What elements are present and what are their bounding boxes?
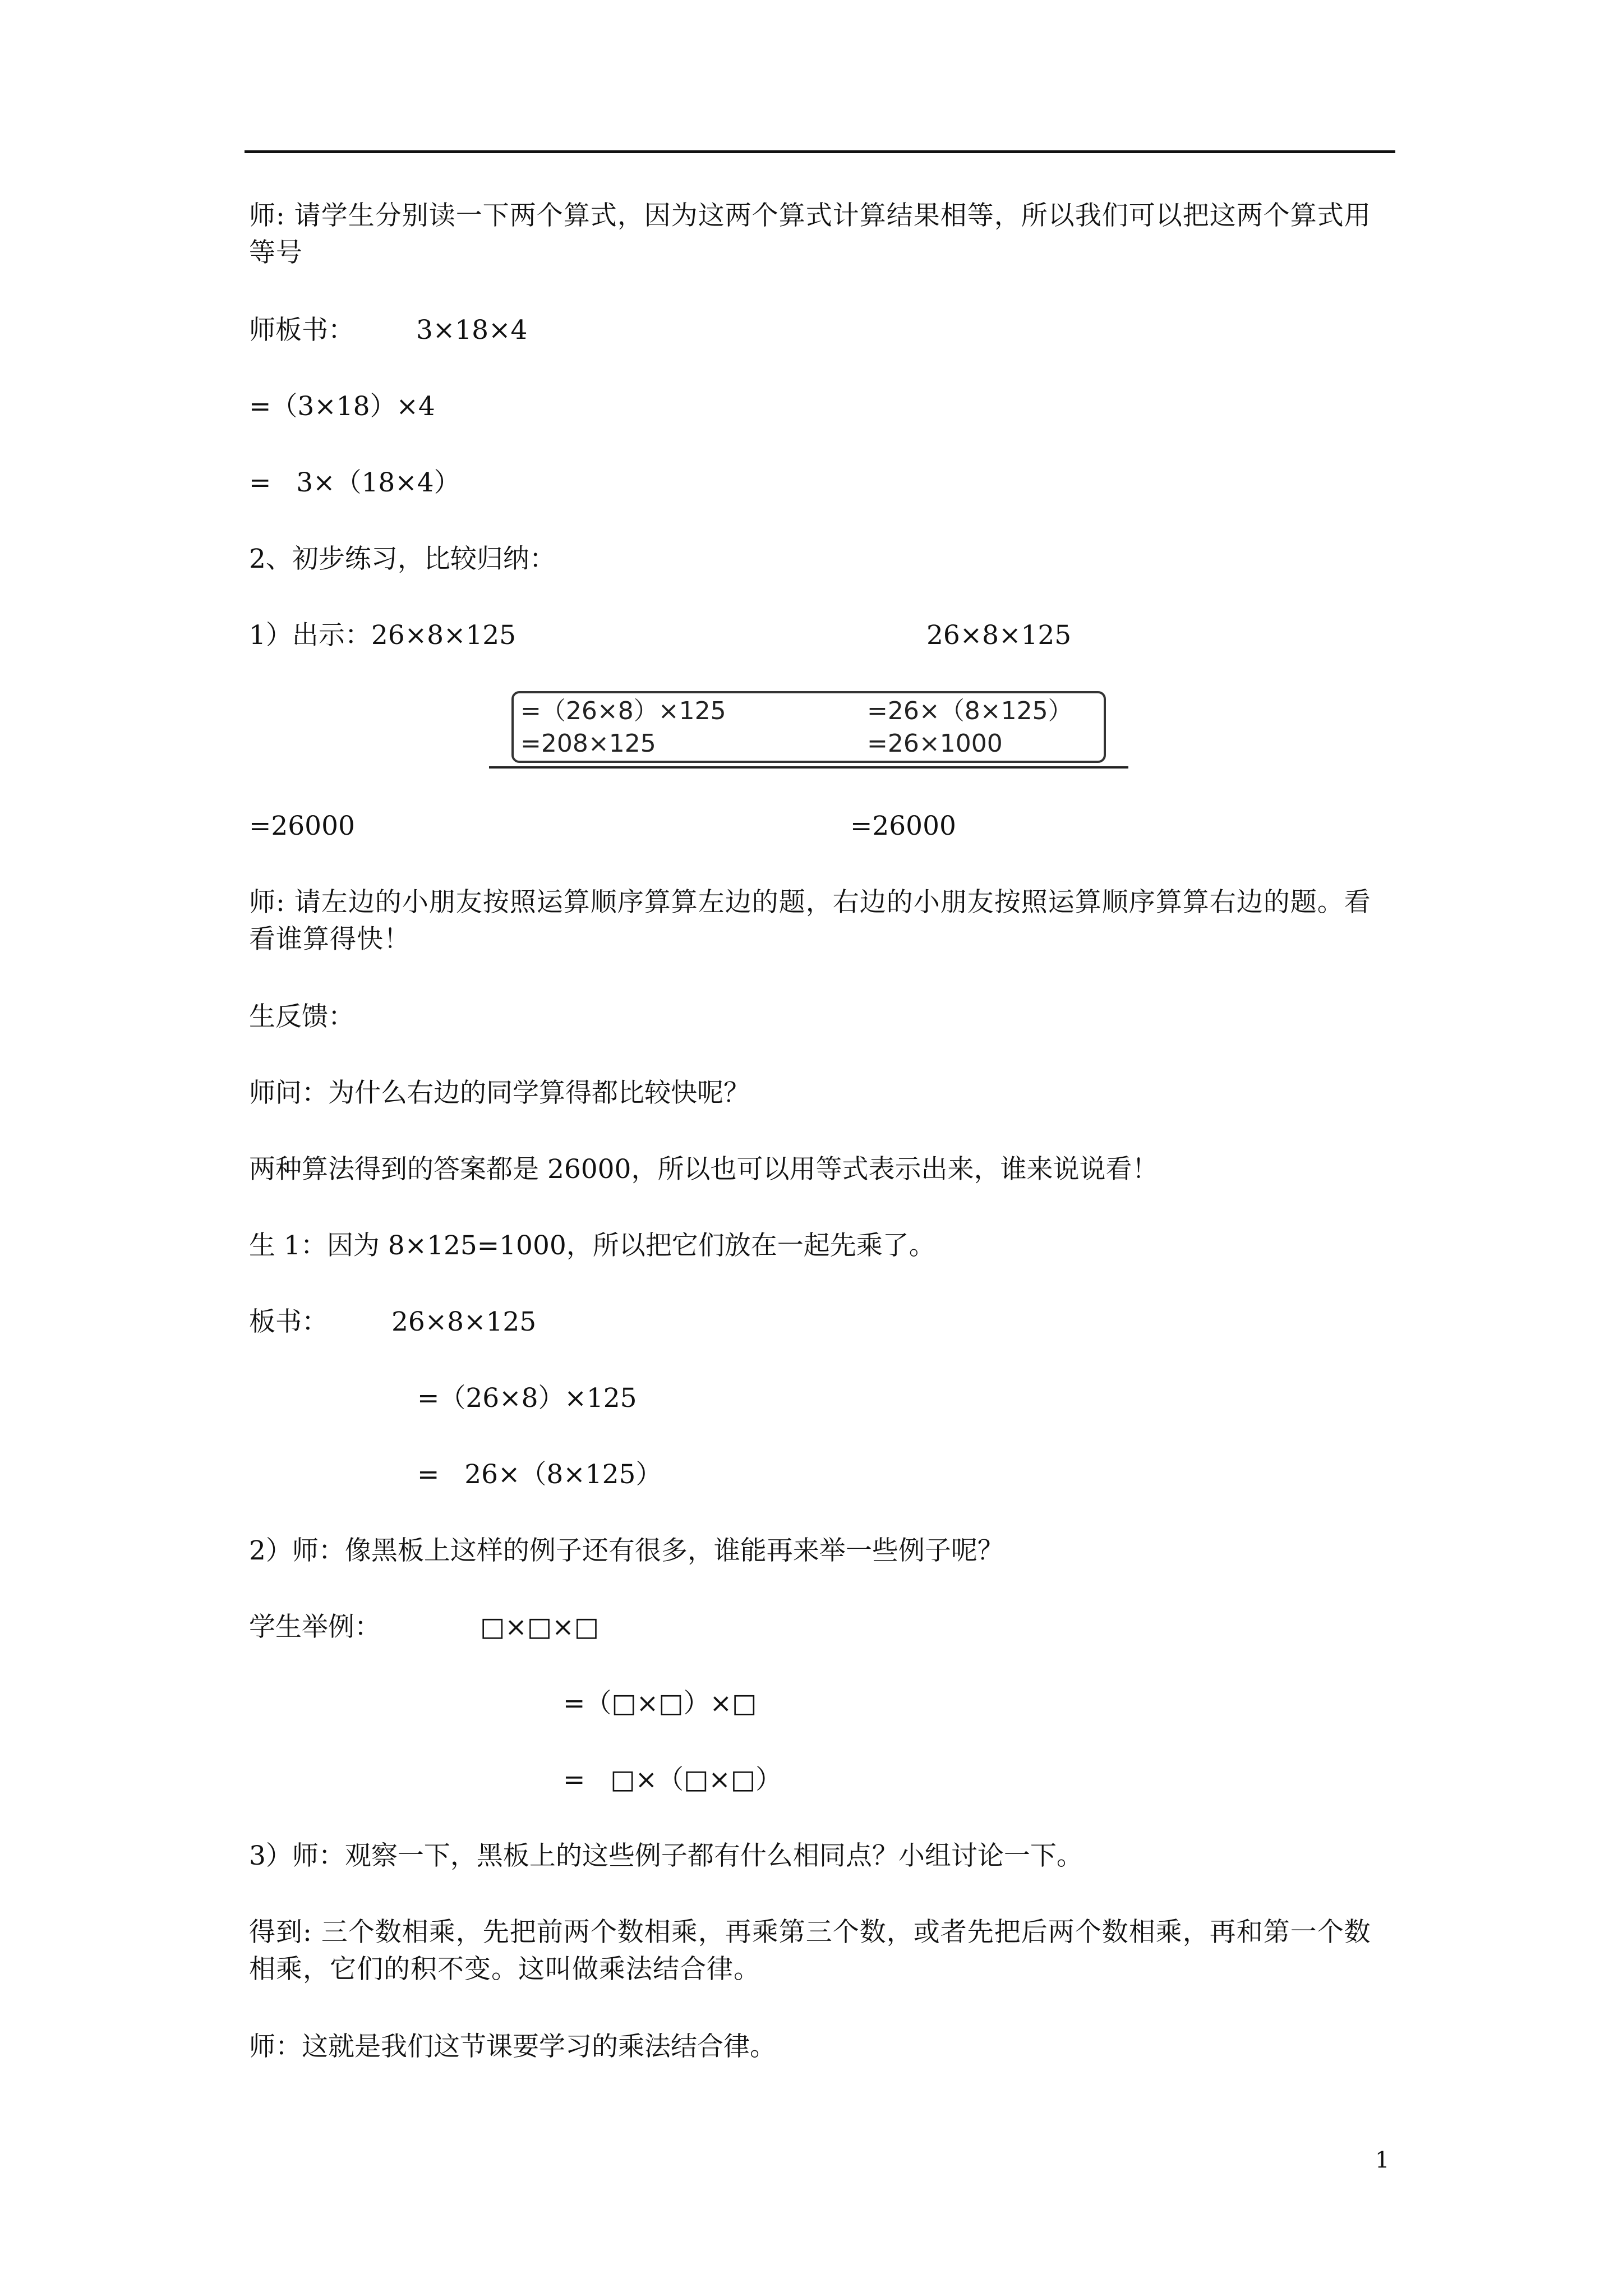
question-2: 2）师：像黑板上这样的例子还有很多，谁能再来举一些例子呢？ (249, 1535, 1004, 1566)
board-step-1: =（26×8）×125 (417, 1383, 637, 1414)
example-expression: □×□×□ (480, 1612, 599, 1642)
board-label: 板书： (249, 1306, 328, 1337)
result-left: =26000 (249, 811, 355, 841)
conclusion-paragraph: 得到: 三个数相乘，先把前两个数相乘，再乘第三个数，或者先把后两个数相乘，再和第一个数相乘，它们的积不变。这叫做乘法结合律。 (249, 1917, 1371, 1985)
exercise-right-expression: 26×8×125 (926, 620, 1072, 651)
section-heading: 2、初步练习，比较归纳： (249, 544, 556, 574)
figure-left-row-1: =（26×8）×125 (520, 697, 726, 725)
board-expression: 26×8×125 (391, 1306, 537, 1337)
question-3: 3）师：观察一下，黑板上的这些例子都有什么相同点？小组讨论一下。 (249, 1841, 1083, 1871)
closing-statement: 师：这就是我们这节课要学习的乘法结合律。 (249, 2031, 776, 2062)
example-step-2: = □×（□×□） (563, 1764, 782, 1795)
calculation-figure (489, 691, 1128, 767)
exercise-prompt: 1）出示：26×8×125 (249, 620, 517, 651)
teacher-instruction-paragraph: 师: 请学生分别读一下两个算式，因为这两个算式计算结果相等，所以我们可以把这两个算式用等号 (249, 200, 1371, 268)
figure-underline (489, 766, 1128, 769)
result-right: =26000 (850, 811, 956, 841)
teacher-task-paragraph: 师: 请左边的小朋友按照运算顺序算算左边的题，右边的小朋友按照运算顺序算算右边的题。看看谁算得快！ (249, 887, 1371, 955)
board-step-2: = 26×（8×125） (417, 1459, 662, 1490)
example-label: 学生举例： (249, 1612, 381, 1642)
student-answer: 生 1：因为 8×125=1000，所以把它们放在一起先乘了。 (249, 1230, 935, 1261)
board-label: 师板书： (249, 315, 354, 346)
figure-left-row-2: =208×125 (520, 729, 656, 758)
page-number: 1 (1375, 2147, 1390, 2173)
board-step-2: = 3×（18×4） (249, 467, 460, 498)
header-rule (245, 150, 1395, 153)
teacher-question: 师问：为什么右边的同学算得都比较快呢？ (249, 1078, 750, 1108)
answer-statement: 两种算法得到的答案都是 26000，所以也可以用等式表示出来，谁来说说看！ (249, 1154, 1159, 1185)
figure-right-row-2: =26×1000 (867, 729, 1003, 758)
student-feedback-label: 生反馈： (249, 1001, 354, 1032)
figure-right-row-1: =26×（8×125） (867, 697, 1073, 725)
board-step-1: =（3×18）×4 (249, 391, 435, 422)
board-expression: 3×18×4 (416, 315, 528, 346)
example-step-1: =（□×□）×□ (563, 1688, 757, 1719)
